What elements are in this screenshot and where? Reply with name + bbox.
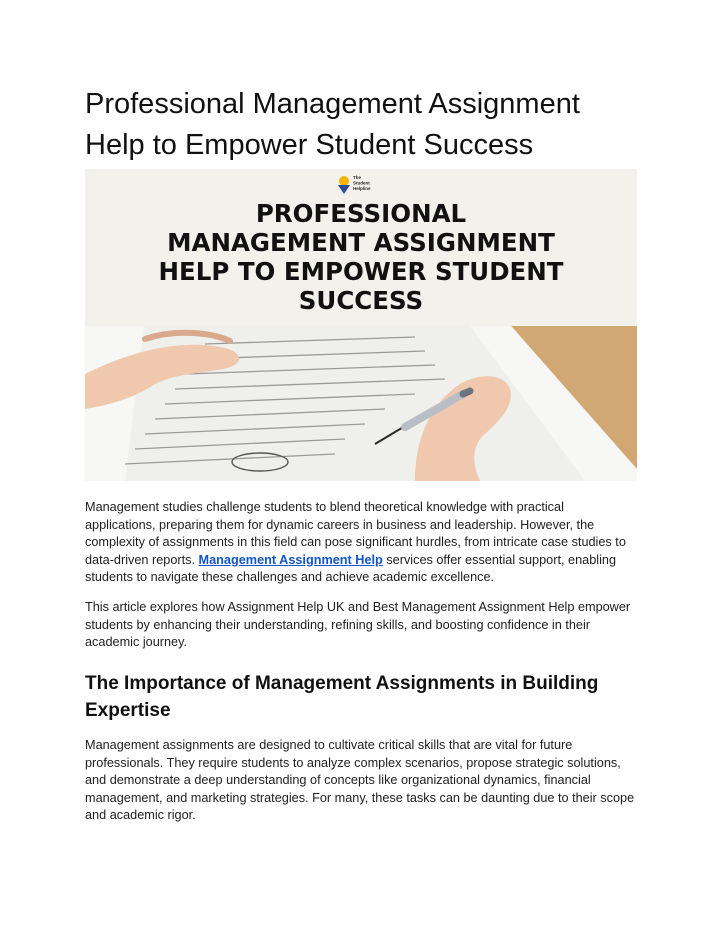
banner-line-1: PROFESSIONAL	[255, 199, 467, 228]
intro-text-before-link: Management studies challenge students to blend theoretical knowledge with practical applications, preparing them for dynamic careers in business and leadership. However, the complexity of assignments in this field can pose significant hurdles, from intricate case studies to data-driven reports.	[85, 500, 626, 567]
management-assignment-help-link[interactable]: Management Assignment Help	[198, 552, 383, 567]
logo-text-line-1: The	[353, 175, 362, 180]
hero-illustration	[85, 169, 637, 481]
article-scope-paragraph: This article explores how Assignment Help UK and Best Management Assignment Help empower students by enhancing their understanding, refining skills, and boosting confidence in their academic journey.	[85, 600, 631, 649]
hero-image	[85, 169, 637, 481]
logo-mark-icon	[339, 176, 349, 186]
intro-text-after-link: services offer essential support, enabling students to navigate these challenges and achieve academic excellence.	[85, 552, 617, 584]
logo-text-line-2: Student	[353, 180, 370, 186]
banner-line-3: HELP TO EMPOWER STUDENT	[158, 257, 564, 286]
importance-paragraph: Management assignments are designed to cultivate critical skills that are vital for future professionals. They require students to analyze complex scenarios, propose strategic solutions, and demonstrate a deep understanding of concepts like organizational dynamics, financial management, and marketing strategies. For many, these tasks can be daunting due to their scope and academic rigor.	[85, 738, 635, 822]
pen-end	[463, 391, 470, 394]
banner-line-4: SUCCESS	[298, 286, 424, 315]
intro-paragraph	[85, 499, 637, 587]
banner-line-2: MANAGEMENT ASSIGNMENT	[167, 228, 555, 257]
section-heading: The Importance of Management Assignments in Building Expertise	[85, 673, 599, 721]
page-title: Professional Management Assignment Help to Empower Student Success	[85, 88, 580, 161]
logo-text-line-3: Helpline	[353, 186, 371, 191]
